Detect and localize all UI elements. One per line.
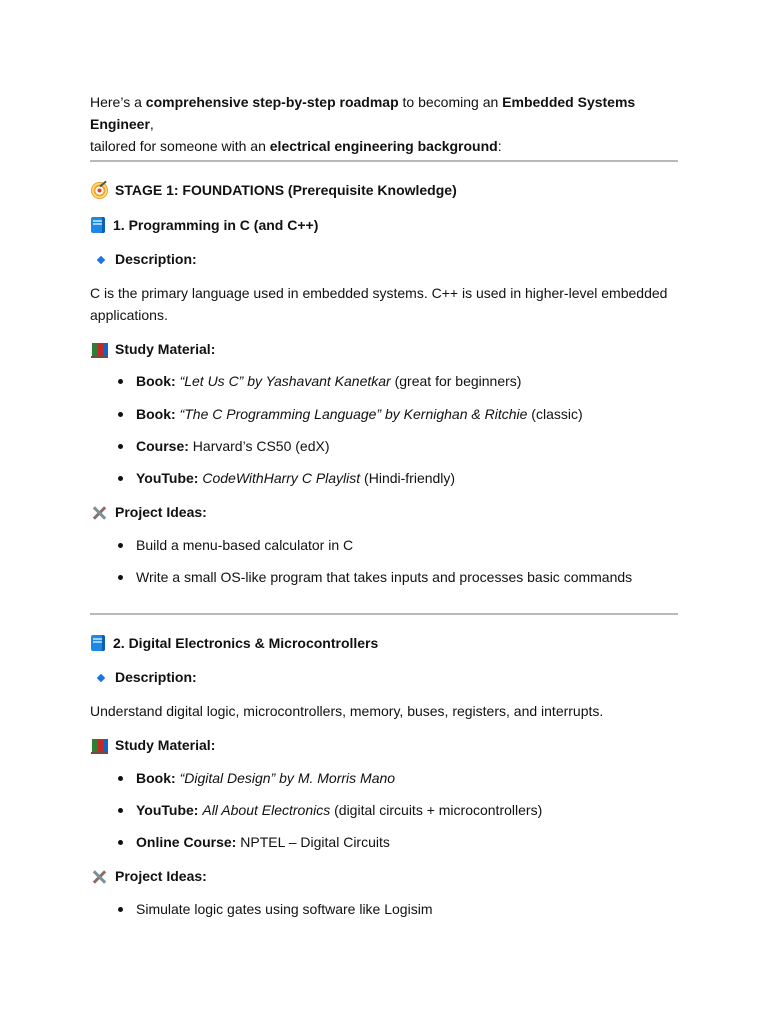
intro-text: Here’s a: [90, 94, 146, 110]
projects-heading: [91, 865, 207, 887]
books-icon: [91, 737, 108, 754]
section-heading: [91, 214, 318, 236]
intro-paragraph: [90, 91, 678, 157]
intro-bold: comprehensive step-by-step roadmap: [145, 94, 399, 110]
description-heading: [91, 248, 197, 270]
intro-text: tailored for someone with an: [90, 138, 270, 154]
books-icon: [91, 341, 108, 358]
list-item: [136, 403, 688, 425]
study-heading: [91, 338, 215, 360]
stage-title: STAGE 1: FOUNDATIONS (Prerequisite Knowledge): [115, 182, 457, 198]
description-text: Understand digital logic, microcontrollers, memory, buses, registers, and interrupts.: [90, 703, 604, 719]
description-label: Description:: [115, 251, 197, 267]
intro-bold: electrical engineering background: [269, 138, 498, 154]
item-label: YouTube:: [136, 470, 199, 486]
item-title: “Let Us C” by Yashavant Kanetkar: [179, 373, 391, 389]
projects-label: Project Ideas:: [115, 504, 207, 520]
list-item: [136, 370, 688, 392]
divider: [90, 160, 678, 162]
projects-heading: [91, 501, 207, 523]
list-item: [136, 799, 688, 821]
divider: [90, 613, 678, 615]
description-text: C is the primary language used in embedded systems. C++ is used in higher-level embedded applications.: [90, 285, 668, 323]
intro-text: to becoming an: [398, 94, 503, 110]
item-note: (great for beginners): [390, 373, 522, 389]
intro-text: :: [497, 138, 502, 154]
section-title: 2. Digital Electronics & Microcontrollers: [113, 635, 379, 651]
target-icon: [91, 182, 108, 199]
blue-diamond-icon: [95, 254, 106, 265]
section-heading: [91, 632, 378, 654]
list-item: Write a small OS-like program that takes inputs and processes basic commands: [136, 566, 688, 588]
item-note: (Hindi-friendly): [360, 470, 456, 486]
item-note: (classic): [527, 406, 583, 422]
item-label: Course:: [136, 438, 189, 454]
blue-book-icon: [91, 217, 105, 233]
item-label: Book:: [136, 770, 176, 786]
intro-bold: Embedded Systems Engineer: [90, 94, 636, 132]
list-item: [136, 467, 688, 489]
item-note: NPTEL – Digital Circuits: [236, 834, 390, 850]
item-label: Book:: [136, 373, 176, 389]
list-item: Simulate logic gates using software like Logisim: [136, 898, 688, 920]
list-item: Build a menu-based calculator in C: [136, 534, 688, 556]
blue-book-icon: [91, 635, 105, 651]
section-title: 1. Programming in C (and C++): [113, 217, 319, 233]
item-title: All About Electronics: [202, 802, 331, 818]
item-note: (digital circuits + microcontrollers): [330, 802, 543, 818]
description-heading: [91, 666, 197, 688]
tools-icon: [91, 504, 108, 521]
list-item: [136, 767, 688, 789]
item-note: Harvard’s CS50 (edX): [188, 438, 330, 454]
list-item: [136, 831, 688, 853]
projects-label: Project Ideas:: [115, 868, 207, 884]
description-label: Description:: [115, 669, 197, 685]
intro-text: ,: [149, 116, 154, 132]
item-title: “The C Programming Language” by Kernighan & Ritchie: [179, 406, 528, 422]
item-label: Book:: [136, 406, 176, 422]
study-label: Study Material:: [115, 341, 216, 357]
item-label: YouTube:: [136, 802, 199, 818]
study-heading: [91, 734, 215, 756]
tools-icon: [91, 868, 108, 885]
item-title: CodeWithHarry C Playlist: [202, 470, 361, 486]
study-label: Study Material:: [115, 737, 216, 753]
blue-diamond-icon: [95, 672, 106, 683]
item-title: “Digital Design” by M. Morris Mano: [179, 770, 396, 786]
stage-heading: [91, 179, 457, 201]
list-item: [136, 435, 688, 457]
item-label: Online Course:: [136, 834, 237, 850]
